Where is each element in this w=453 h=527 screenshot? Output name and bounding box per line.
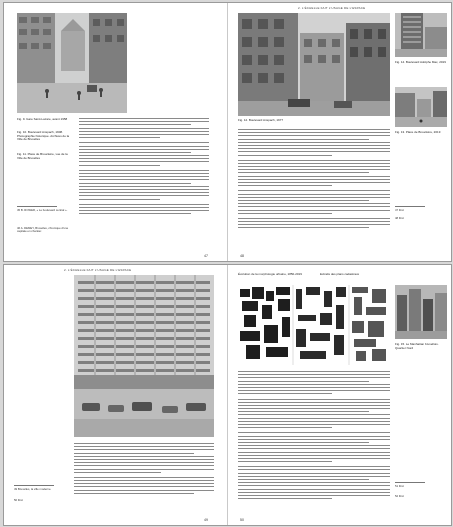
footnote: 47 Ibid. — [395, 208, 405, 212]
photo-historic-boulevard — [17, 13, 127, 113]
diagram-title: Extraits des plans cadastraux — [320, 272, 360, 276]
footnote: 52 Ibid. — [395, 494, 405, 498]
footnote: 51 Ibid. — [395, 484, 405, 488]
footnote: 46 A. DEMEY, Bruxelles, chronique d'une capitale en chantier. — [17, 226, 69, 234]
running-header: 2. L'ÉCHELLE FAIT L'USAGE DE L'ESPACE — [298, 6, 366, 10]
footnote-separator — [395, 206, 425, 207]
body-text-column — [238, 371, 390, 511]
page-number: 49 — [204, 518, 208, 522]
diagram-title: Évolution de la morphologie urbaine, 1850-2019 — [238, 272, 302, 276]
spread-bottom — [3, 264, 452, 526]
page-50 — [228, 265, 451, 525]
footnote-separator — [17, 206, 57, 207]
photo-manhattan-district — [395, 285, 447, 339]
footnote: 50 Ibid. — [14, 498, 24, 502]
body-text-column — [79, 118, 209, 243]
figure-caption: Fig. 13. Place de Brouckère, 2019 — [395, 130, 441, 134]
page-47 — [4, 3, 227, 261]
page-49 — [4, 265, 227, 525]
footnote-separator — [395, 482, 425, 483]
page-number: 50 — [240, 518, 244, 522]
figure-caption: Fig. 14. Boulevard Adolphe Max, 2019 — [395, 60, 446, 64]
figure-caption: Fig. 11. Place de Brouckère, vue de la Ville de Bruxelles — [17, 152, 68, 160]
photo-square-street — [395, 87, 447, 127]
body-text-column — [238, 129, 390, 241]
footnote: 48 Ibid. — [395, 216, 405, 220]
photo-boulevard-facade — [238, 13, 390, 116]
running-header: 2. L'ÉCHELLE FAIT L'USAGE DE L'ESPACE — [64, 268, 132, 272]
figure-caption: Fig. 9. Gare Saint-Lazare, avant 1958 — [17, 117, 68, 121]
photo-modern-tower — [395, 13, 447, 57]
spread-top — [3, 2, 452, 262]
figure-caption: Fig. 10. Boulevard Anspach, 1908. Photographie historique. Archives de la Ville de Bruxelles — [17, 130, 70, 142]
figure-caption: Fig. 15. Le Manhattan bruxellois. Quartier Nord — [395, 342, 439, 350]
page-number: 48 — [240, 254, 244, 258]
page-number: 47 — [204, 254, 208, 258]
body-text-column — [74, 443, 214, 505]
page-48 — [228, 3, 451, 261]
footnote-separator — [14, 485, 54, 486]
photo-modernist-building — [74, 275, 214, 437]
urban-morphology-diagram — [238, 285, 390, 365]
footnote: 49 Bruxelles, la ville moderne. — [14, 487, 52, 491]
figure-caption: Fig. 12. Boulevard Anspach, 1977 — [238, 118, 284, 122]
footnote: 45 B. ROSIER, « Le boulevard central ». — [17, 208, 68, 212]
